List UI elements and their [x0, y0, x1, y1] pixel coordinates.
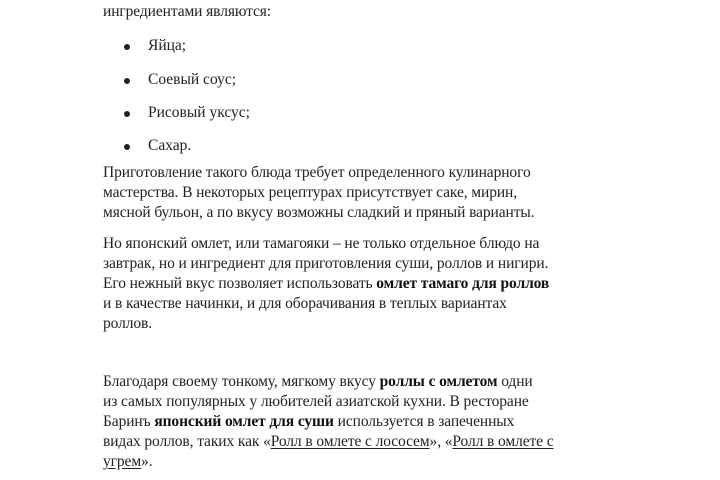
bullet-icon: [124, 144, 130, 150]
paragraph-line: Приготовление такого блюда требует определенного кулинарного: [103, 164, 531, 181]
paragraph-line: [103, 372, 533, 392]
paragraph-line: [103, 432, 554, 452]
bold-keyword: роллы с омлетом: [379, 373, 498, 390]
bullet-icon: [124, 44, 130, 50]
text-run: одни: [497, 373, 533, 390]
paragraph-line: [103, 452, 152, 472]
bold-keyword: омлет тамаго для роллов: [376, 275, 550, 292]
text-run: ».: [141, 453, 153, 470]
paragraph-line: мясной бульон, а по вкусу возможны сладкий и пряный варианты.: [103, 204, 535, 221]
text-run: Благодаря своему тонкому, мягкому вкусу: [103, 373, 380, 390]
paragraph-line: завтрак, но и ингредиент для приготовления суши, роллов и нигири.: [103, 255, 549, 272]
list-item: Соевый соус;: [148, 71, 237, 88]
bullet-icon: [124, 78, 130, 84]
list-item: Яйца;: [148, 37, 187, 54]
paragraph-line: [103, 412, 514, 432]
list-item: Рисовый уксус;: [148, 104, 250, 121]
text-run: Баринъ: [103, 413, 155, 430]
bold-keyword: японский омлет для суши: [154, 413, 334, 430]
intro-text: ингредиентами являются:: [103, 3, 272, 20]
link-roll-salmon[interactable]: Ролл в омлете с лососем: [270, 433, 430, 450]
link-roll-eel-part2[interactable]: угрем: [103, 453, 142, 470]
paragraph-line: из самых популярных у любителей азиатской кухни. В ресторане: [103, 393, 529, 410]
paragraph-line: мастерства. В некоторых рецептурах присутствует саке, мирин,: [103, 184, 518, 201]
paragraph-line: Но японский омлет, или тамагояки – не только отдельное блюдо на: [103, 235, 540, 252]
link-roll-eel-part1[interactable]: Ролл в омлете с: [452, 433, 554, 450]
bullet-icon: [124, 111, 130, 117]
paragraph-line: и в качестве начинки, и для оборачивания в теплых вариантах: [103, 295, 507, 312]
paragraph-line: роллов.: [103, 315, 153, 332]
text-run: используется в запеченных: [333, 413, 515, 430]
text-run: », «: [429, 433, 453, 450]
list-item: Сахар.: [148, 137, 192, 154]
paragraph-line: [103, 274, 549, 294]
text-run: видах роллов, таких как «: [103, 433, 271, 450]
text-run: Его нежный вкус позволяет использовать: [103, 275, 377, 292]
